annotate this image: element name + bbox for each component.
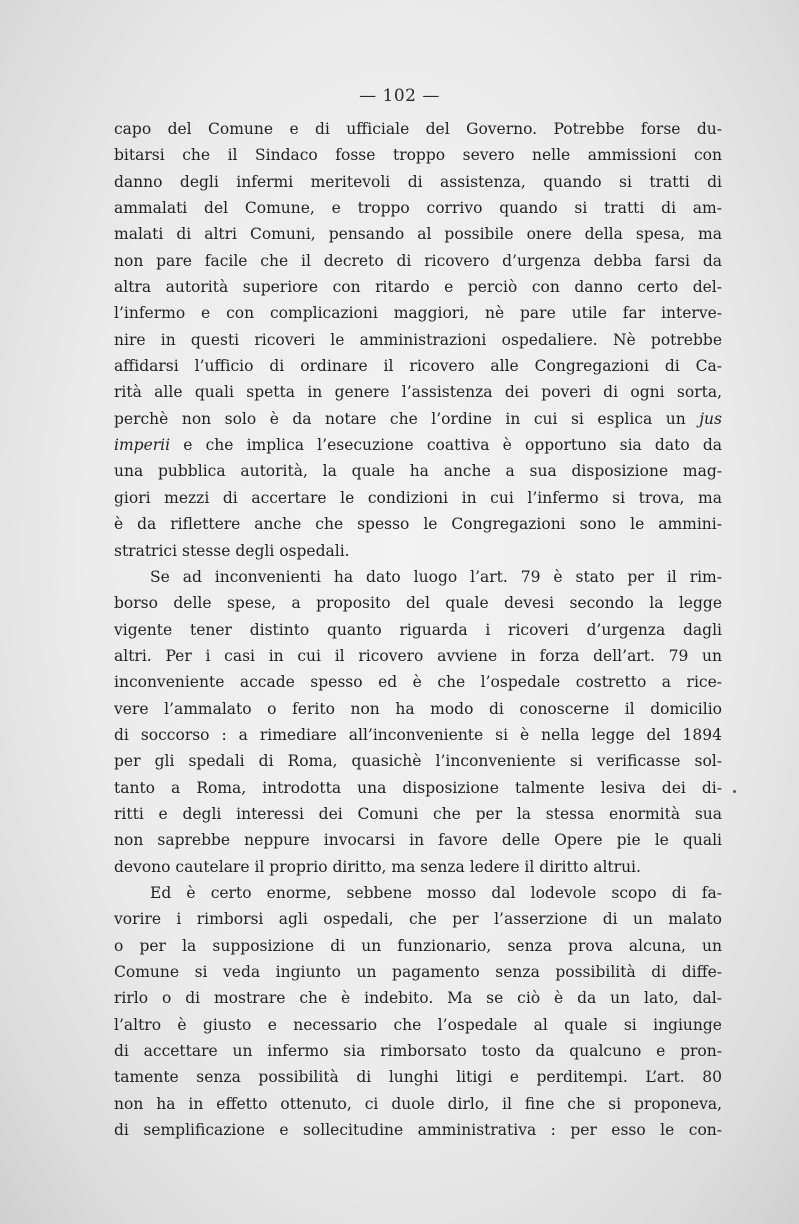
text-line [114,406,722,432]
text-line [114,248,722,274]
line-text: non ha in effetto ottenuto, ci duole dirlo, il fine che si proponeva, [114,1094,722,1113]
line-text: per gli spedali di Roma, quasichè l’inconveniente si verificasse sol- [114,752,722,771]
text-line [114,485,722,511]
line-text: borso delle spese, a proposito del quale devesi secondo la legge [114,594,722,613]
page-number: — 102 — [359,86,440,106]
text-line [114,617,722,643]
text-line [114,353,722,379]
line-text: di soccorso : a rimediare all’inconveniente si è nella legge del 1894 [114,725,722,744]
line-text: ritti e degli interessi dei Comuni che per la stessa enormità sua [114,804,722,823]
text-line [114,1038,722,1064]
ink-speck [733,790,736,793]
line-text: devono cautelare il proprio diritto, ma senza ledere il diritto altrui. [114,857,641,876]
text-line [114,748,722,774]
text-line [114,775,722,801]
line-text: ammalati del Comune, e troppo corrivo quando si tratti di am- [114,199,722,218]
line-text: non saprebbe neppure invocarsi in favore delle Opere pie le quali [114,831,722,850]
text-line [114,169,722,195]
text-line [114,801,722,827]
line-text: rità alle quali spetta in genere l’assistenza dei poveri di ogni sorta, [114,383,722,402]
text-line [114,221,722,247]
text-line [114,1064,722,1090]
text-line [114,669,722,695]
text-line [114,538,722,564]
line-text: l’altro è giusto e necessario che l’ospedale al quale si ingiunge [114,1015,722,1034]
line-text: giori mezzi di accertare le condizioni in cui l’infermo si trova, ma [114,488,722,507]
text-line [114,696,722,722]
text-line [114,959,722,985]
line-text: Se ad inconvenienti ha dato luogo l’art. 79 è stato per il rim- [150,567,722,586]
text-line [114,300,722,326]
line-text: stratrici stesse degli ospedali. [114,541,350,560]
line-text: altra autorità superiore con ritardo e perciò con danno certo del- [114,278,722,297]
text-line [114,274,722,300]
text-line [114,906,722,932]
body-text [114,116,722,1143]
text-line [114,1091,722,1117]
line-text: non pare facile che il decreto di ricovero d’urgenza debba farsi da [114,251,722,270]
line-text: tanto a Roma, introdotta una disposizione talmente lesiva dei di- [114,778,722,797]
line-text: Comune si veda ingiunto un pagamento senza possibilità di diffe- [114,963,722,981]
line-text: l’infermo e con complicazioni maggiori, nè pare utile far interve- [114,304,722,323]
line-text: è da riflettere anche che spesso le Congregazioni sono le ammini- [114,515,722,534]
text-line [114,1117,722,1143]
text-line [114,195,722,221]
text-line [114,379,722,405]
line-text: tamente senza possibilità di lunghi litigi e perditempi. L’art. 80 [114,1068,722,1087]
line-text: nire in questi ricoveri le amministrazioni ospedaliere. Nè potrebbe [114,330,722,349]
text-line [114,722,722,748]
line-text: altri. Per i casi in cui il ricovero avviene in forza dell’art. 79 un [114,646,722,665]
line-text: Ed è certo enorme, sebbene mosso dal lodevole scopo di fa- [150,883,722,902]
line-text: vere l’ammalato o ferito non ha modo di conoscerne il domicilio [114,699,722,718]
line-text: danno degli infermi meritevoli di assistenza, quando si tratti di [114,172,722,191]
text-line [114,142,722,168]
text-line [114,880,722,906]
italic-term: jus [699,409,722,428]
text-line [114,564,722,590]
line-text: di accettare un infermo sia rimborsato tosto da qualcuno e pron- [114,1042,722,1061]
line-text: affidarsi l’ufficio di ordinare il ricovero alle Congregazioni di Ca- [114,357,722,376]
text-line [114,511,722,537]
line-text: bitarsi che il Sindaco fosse troppo severo nelle ammissioni con [114,146,722,165]
text-line [114,327,722,353]
line-text: o per la supposizione di un funzionario, senza prova alcuna, un [114,936,722,955]
text-line [114,985,722,1011]
text-line [114,827,722,853]
line-text: e che implica l’esecuzione coattiva è opportuno sia dato da [183,436,722,455]
line-text: vigente tener distinto quanto riguarda i ricoveri d’urgenza dagli [114,620,722,639]
text-line [114,458,722,484]
text-line [114,116,722,142]
text-line [114,933,722,959]
text-line [114,432,722,458]
line-text: perchè non solo è da notare che l’ordine in cui si esplica un [114,409,686,428]
line-text: vorire i rimborsi agli ospedali, che per l’asserzione di un malato [114,910,722,929]
line-text: inconveniente accade spesso ed è che l’ospedale costretto a rice- [114,673,722,692]
line-text: rirlo o di mostrare che è indebito. Ma se ciò è da un lato, dal- [114,989,722,1008]
text-line [114,1012,722,1038]
italic-term: imperii [114,436,171,455]
line-text: malati di altri Comuni, pensando al possibile onere della spesa, ma [114,225,722,244]
text-line [114,590,722,616]
text-line [114,643,722,669]
line-text: di semplificazione e sollecitudine amministrativa : per esso le con- [114,1121,722,1140]
line-text: capo del Comune e di ufficiale del Governo. Potrebbe forse du- [114,120,722,138]
line-text: una pubblica autorità, la quale ha anche a sua disposizione mag- [114,462,722,481]
text-line [114,854,722,880]
